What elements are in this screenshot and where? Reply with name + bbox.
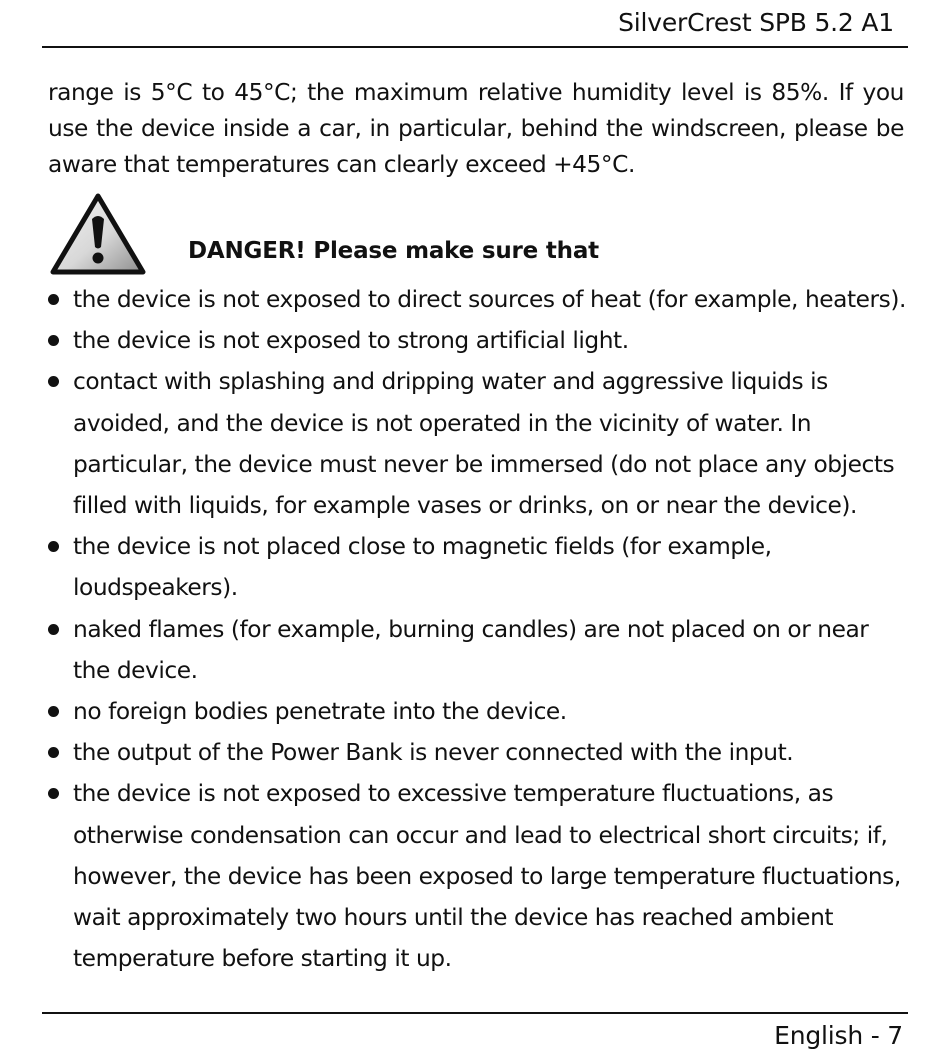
list-item-text: the output of the Power Bank is never connected with the input.: [73, 739, 794, 767]
danger-bullet-list: [46, 279, 908, 979]
page-footer-label: English - 7: [774, 1021, 903, 1050]
list-item: [46, 691, 908, 732]
list-item: [46, 773, 908, 979]
list-item: [46, 609, 908, 691]
header-divider: [42, 46, 908, 48]
list-item: [46, 526, 908, 608]
list-item-text: contact with splashing and dripping water and aggressive liquids is avoided, and the device is not operated in the vicinity of water. In particular, the device must never be immersed (do not place any objects filled with liquids, for example vases or drinks, on or near the device).: [73, 368, 895, 520]
bullet-icon: [48, 294, 59, 305]
bullet-icon: [48, 541, 59, 552]
list-item: [46, 361, 908, 526]
bullet-icon: [48, 376, 59, 387]
list-item-text: the device is not exposed to strong artificial light.: [73, 327, 629, 355]
list-item: [46, 732, 908, 773]
bullet-icon: [48, 747, 59, 758]
danger-heading: DANGER! Please make sure that: [188, 238, 599, 264]
list-item-text: the device is not exposed to excessive temperature fluctuations, as otherwise condensation can occur and lead to electrical short circuits; if, however, the device has been exposed to large temperature fluctuations, wait approximately two hours until the device has reached ambient temperature before starting it up.: [73, 780, 901, 973]
list-item-text: the device is not placed close to magnetic fields (for example, loudspeakers).: [73, 533, 772, 602]
footer-divider: [42, 1012, 908, 1014]
bullet-icon: [48, 335, 59, 346]
list-item-text: naked flames (for example, burning candles) are not placed on or near the device.: [73, 615, 869, 684]
bullet-icon: [48, 624, 59, 635]
list-item: [46, 279, 908, 320]
list-item-text: no foreign bodies penetrate into the device.: [73, 698, 567, 726]
bullet-icon: [48, 706, 59, 717]
bullet-icon: [48, 788, 59, 799]
page-header-title: SilverCrest SPB 5.2 A1: [618, 8, 894, 37]
intro-paragraph: range is 5°C to 45°C; the maximum relative humidity level is 85%. If you use the device inside a car, in particular, behind the windscreen, please be aware that temperatures can clearly exceed +45°C.: [48, 79, 904, 178]
warning-triangle-icon: [50, 193, 146, 277]
list-item-text: the device is not exposed to direct sources of heat (for example, heaters).: [73, 286, 906, 313]
list-item: [46, 320, 908, 361]
